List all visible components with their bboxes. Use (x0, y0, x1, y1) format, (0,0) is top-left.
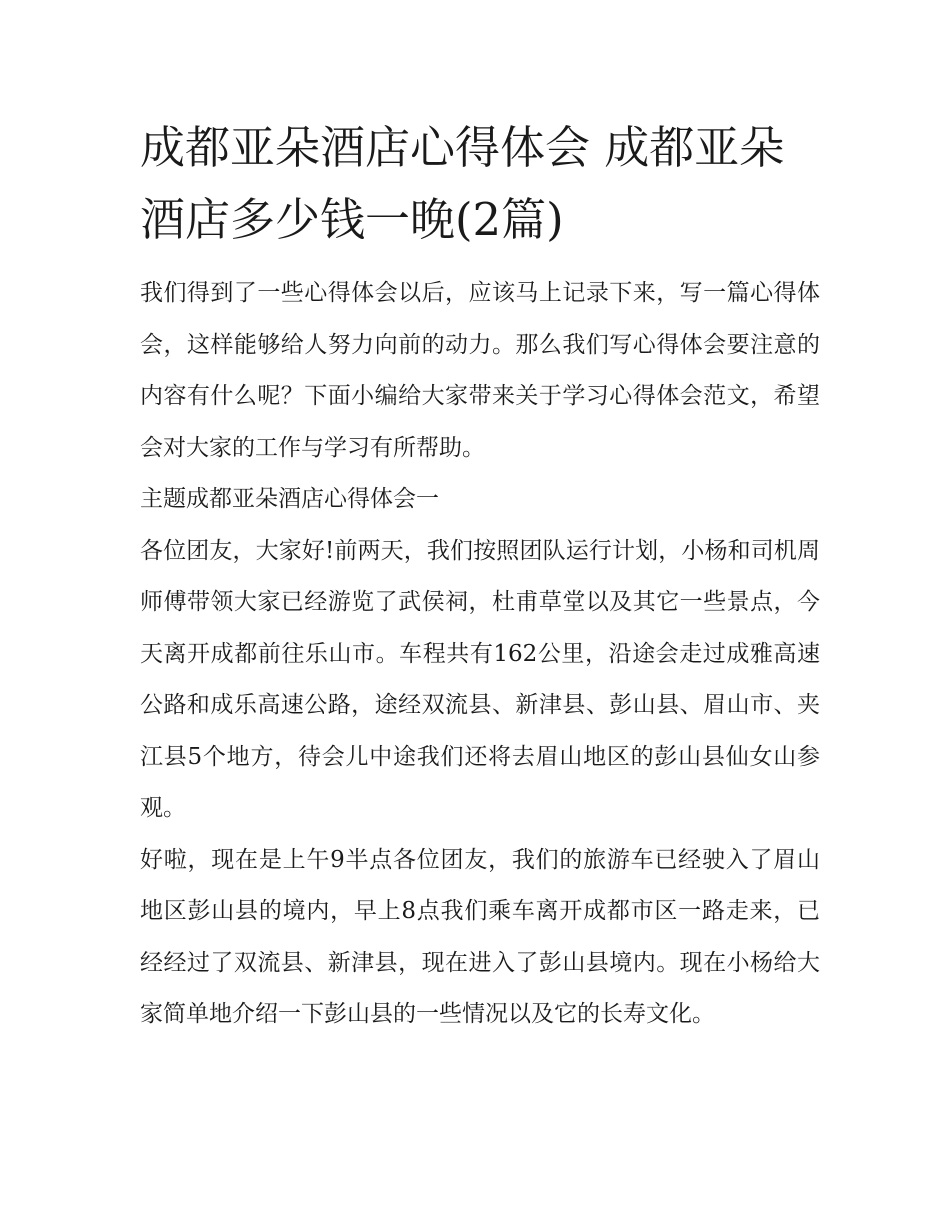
body-paragraph-2: 好啦，现在是上午9半点各位团友，我们的旅游车已经驶入了眉山地区彭山县的境内，早上8点我们乘车离开成都市区一路走来，已经经过了双流县、新津县，现在进入了彭山县境内。现在小杨给大家简单地介绍一下彭山县的一些情况以及它的长寿文化。 (140, 846, 820, 1027)
section-heading: 主题成都亚朵酒店心得体会一 (140, 486, 439, 512)
intro-paragraph: 我们得到了一些心得体会以后，应该马上记录下来，写一篇心得体会，这样能够给人努力向前的动力。那么我们写心得体会要注意的内容有什么呢？下面小编给大家带来关于学习心得体会范文，希望会对大家的工作与学习有所帮助。 (140, 280, 820, 461)
body-paragraph-1: 各位团友，大家好!前两天，我们按照团队运行计划，小杨和司机周师傅带领大家已经游览了武侯祠，杜甫草堂以及其它一些景点，今天离开成都前往乐山市。车程共有162公里，沿途会走过成雅高速公路和成乐高速公路，途经双流县、新津县、彭山县、眉山市、夹江县5个地方，待会儿中途我们还将去眉山地区的彭山县仙女山参观。 (140, 537, 820, 821)
document-title: 成都亚朵酒店心得体会 成都亚朵酒店多少钱一晚(2篇) (140, 121, 785, 246)
document-body (140, 112, 820, 1041)
